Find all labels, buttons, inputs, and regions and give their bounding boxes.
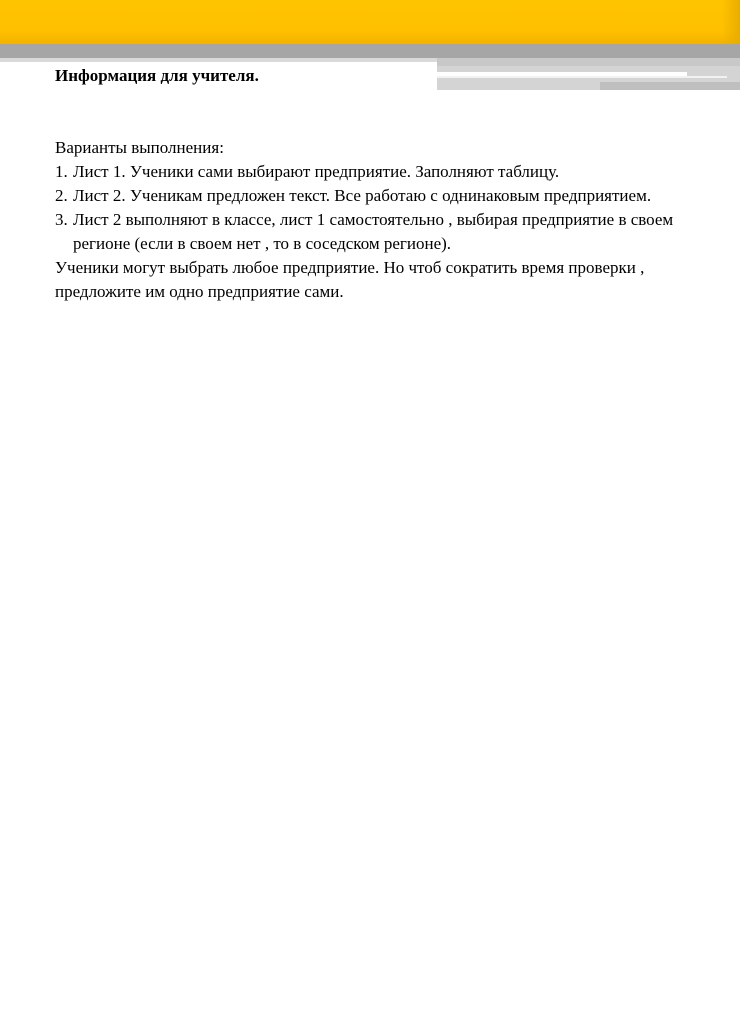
list-item (55, 208, 725, 256)
header-stripe-light (0, 58, 437, 62)
list-item-text: Лист 2. Ученикам предложен текст. Все работаю с однинаковым предприятием. (73, 186, 652, 205)
list-item-number: 3. (55, 210, 68, 229)
header-stripe-dark (0, 44, 740, 58)
list-item-number: 2. (55, 186, 68, 205)
page-title: Информация для учителя. (55, 66, 259, 85)
list-item (55, 184, 725, 208)
list-item-number: 1. (55, 162, 68, 181)
slide-content (55, 64, 725, 304)
section-label: Варианты выполнения: (55, 138, 224, 157)
options-list (55, 160, 725, 256)
header-shadow (722, 0, 740, 44)
header-band (0, 0, 740, 44)
list-item-text: Лист 1. Ученики сами выбирают предприятие. Заполняют таблицу. (73, 162, 560, 181)
closing-paragraph: Ученики могут выбрать любое предприятие. Но чтоб сократить время проверки , предложите им одно предприятие сами. (55, 258, 645, 301)
list-item (55, 160, 725, 184)
list-item-text: Лист 2 выполняют в классе, лист 1 самостоятельно , выбирая предприятие в своем регионе (если в своем нет , то в соседском регионе). (73, 210, 674, 253)
